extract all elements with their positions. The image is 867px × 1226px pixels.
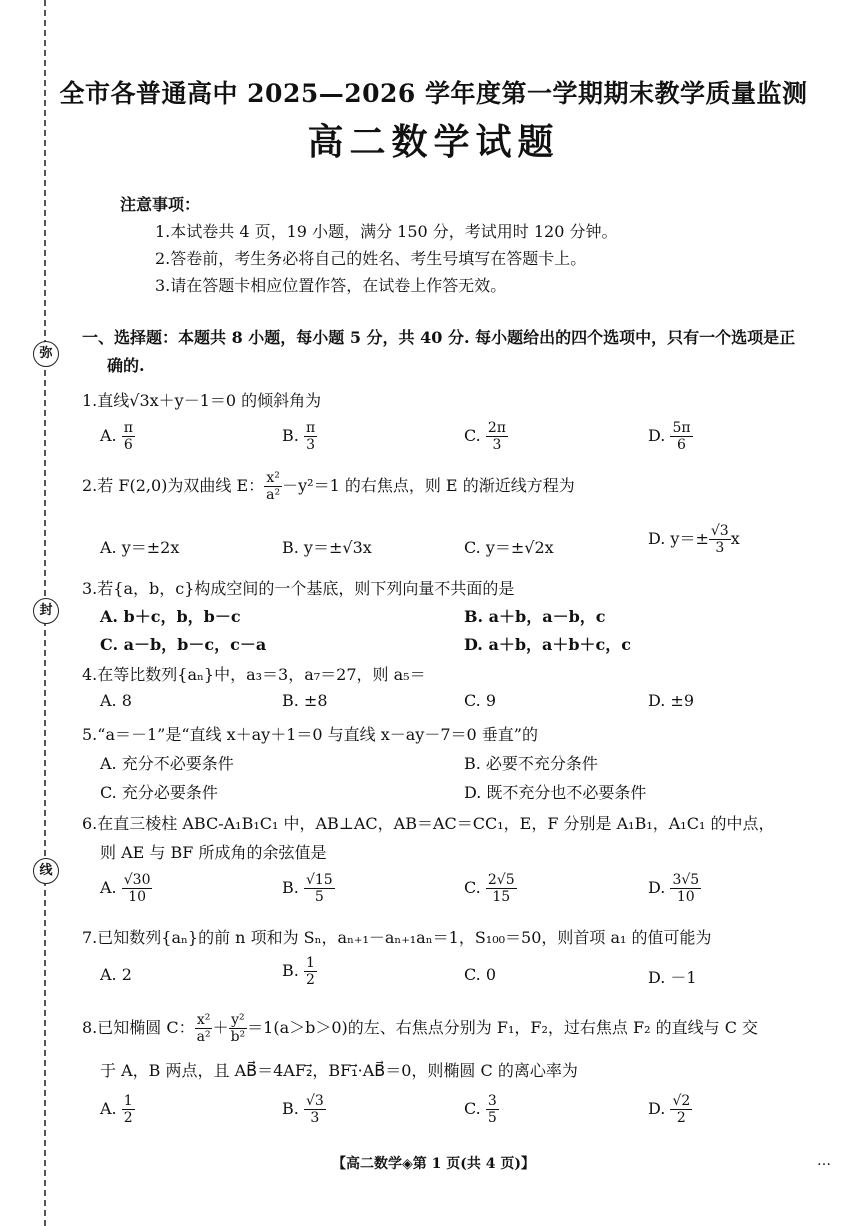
q4-option-c: C. 9 [464,691,497,710]
notice-item: 1.本试卷共 4 页，19 小题，满分 150 分，考试用时 120 分钟。 [155,222,618,241]
q6-option-b: B. $\frac{√15}{5}$ [282,872,333,906]
q7-option-a: A. 2 [100,965,132,984]
exam-subject: 高二数学试题 [307,121,560,163]
q7-option-c: C. 0 [464,965,497,984]
page-footer: 【高二数学◈第 1 页(共 4 页)】 [332,1156,535,1172]
q1-option-a: A. $\frac{\pi}{6}$ [100,420,133,454]
question-6-stem-cont: 则 AE 与 BF 所成角的余弦值是 [100,843,327,862]
q6-option-d: D. $\frac{3√5}{10}$ [648,872,700,906]
q5-option-a: A. 充分不必要条件 [100,754,234,773]
question-3-stem: 3.若{a，b，c}构成空间的一个基底，则下列向量不共面的是 [82,579,515,598]
question-2-stem: 2.若 F(2,0)为双曲线 E： $\frac{\text{x²}}{\text{a²}}$ －y²＝1 的右焦点，则 E 的渐近线方程为 [82,470,575,504]
q3-option-a: A. b＋c，b，b－c [100,607,241,626]
q7-option-b: B. $\frac{1}{2}$ [282,955,315,989]
binding-mark-mi: 弥 [33,341,59,367]
q1-option-d: D. $\frac{5\pi}{6}$ [648,420,691,454]
q7-option-d: D. －1 [648,968,697,987]
corner-mark: … [817,1153,831,1169]
question-5-stem: 5.“a＝－1”是“直线 x＋ay＋1＝0 与直线 x－ay－7＝0 垂直”的 [82,725,538,744]
q2-option-c: C. y＝±√2x [464,538,554,557]
q5-option-d: D. 既不充分也不必要条件 [464,783,647,802]
notice-item: 3.请在答题卡相应位置作答，在试卷上作答无效。 [155,276,507,295]
q4-option-d: D. ±9 [648,691,695,710]
question-4-stem: 4.在等比数列{aₙ}中，a₃＝3，a₇＝27，则 a₅＝ [82,665,426,684]
q8-option-c: C. $\frac{3}{5}$ [464,1093,497,1127]
notice-title: 注意事项： [120,195,201,214]
binding-mark-feng: 封 [33,598,59,624]
q5-option-b: B. 必要不充分条件 [464,754,598,773]
q8-option-b: B. $\frac{√3}{3}$ [282,1093,324,1127]
q2-option-b: B. y＝±√3x [282,538,372,557]
q2-option-a: A. y＝±2x [100,538,180,557]
question-1-stem: 1.直线√3x＋y－1＝0 的倾斜角为 [82,391,322,410]
q2-option-d: D. y＝± $\frac{√3}{3}$ x [648,523,740,557]
section-heading-cont: 确的. [107,356,145,375]
q4-option-b: B. ±8 [282,691,328,710]
q3-option-d: D. a＋b，a＋b＋c，c [464,635,632,654]
q8-option-a: A. $\frac{1}{2}$ [100,1093,133,1127]
q5-option-c: C. 充分必要条件 [100,783,218,802]
question-8-stem-cont: 于 A，B 两点，且 AB⃗＝4AF₂⃗，BF₁⃗·AB⃗＝0，则椭圆 C 的离心率为 [100,1061,578,1080]
binding-mark-xian: 线 [33,858,59,884]
question-6-stem: 6.在直三棱柱 ABC-A₁B₁C₁ 中，AB⊥AC，AB＝AC＝CC₁，E，F 分别是 A₁B₁，A₁C₁ 的中点， [82,814,775,833]
q6-option-c: C. $\frac{2√5}{15}$ [464,872,515,906]
question-8-stem: 8.已知椭圆 C： $\frac{\text{x²}}{\text{a²}}$ ＋ $\frac{\text{y²}}{\text{b²}}$ ＝1(a＞b＞0)的左、右焦点分别为 F₁，F₂，过右焦点 F₂ 的直线与 C 交 [82,1012,759,1046]
q1-option-c: C. $\frac{2\pi}{3}$ [464,420,506,454]
q4-option-a: A. 8 [100,691,132,710]
question-7-stem: 7.已知数列{aₙ}的前 n 项和为 Sₙ，aₙ₊₁－aₙ₊₁aₙ＝1，S₁₀₀＝50，则首项 a₁ 的值可能为 [82,928,712,947]
notice-item: 2.答卷前，考生务必将自己的姓名、考生号填写在答题卡上。 [155,249,587,268]
q3-option-c: C. a－b，b－c，c－a [100,635,267,654]
q6-option-a: A. $\frac{√30}{10}$ [100,872,151,906]
q1-option-b: B. $\frac{\pi}{3}$ [282,420,316,454]
q3-option-b: B. a＋b，a－b，c [464,607,606,626]
section-heading: 一、选择题：本题共 8 小题，每小题 5 分，共 40 分. 每小题给出的四个选项中，只有一个选项是正 [82,328,796,347]
exam-title: 全市各普通高中 2025—2026 学年度第一学期期末教学质量监测 [59,79,808,108]
q8-option-d: D. $\frac{√2}{2}$ [648,1093,691,1127]
